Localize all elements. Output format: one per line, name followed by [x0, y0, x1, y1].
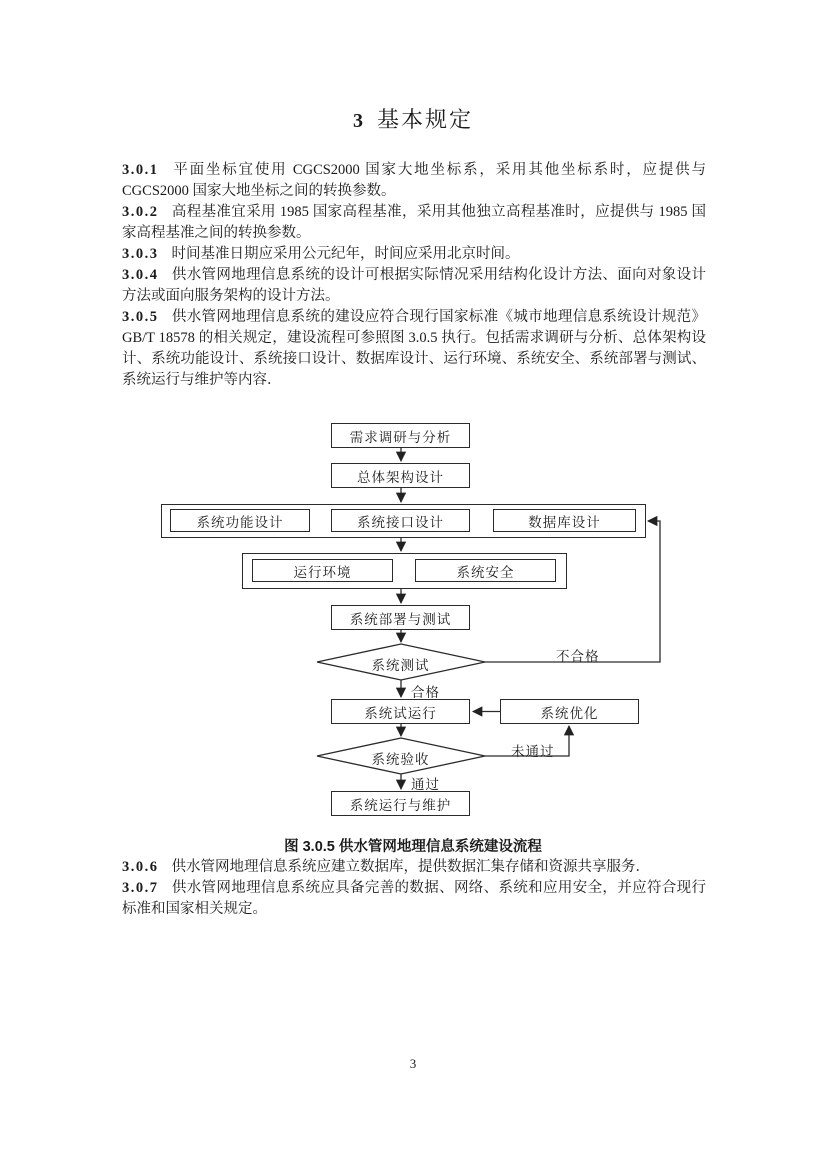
- figure-caption: 图 3.0.5 供水管网地理信息系统建设流程: [284, 839, 542, 855]
- clause-number: 3.0.3: [122, 246, 159, 262]
- clause-3-0-3: [122, 244, 706, 265]
- chapter-name: 基本规定: [376, 107, 473, 132]
- flow-node-system-security: 系统安全: [415, 559, 556, 582]
- clauses-upper: [122, 160, 706, 391]
- edge-label-not-passed: 未通过: [511, 744, 555, 759]
- clause-3-0-7: [122, 878, 706, 920]
- clause-3-0-4: [122, 265, 706, 307]
- clause-number: 3.0.5: [122, 309, 159, 325]
- clause-text: 时间基准日期应采用公元纪年，时间应采用北京时间。: [171, 246, 520, 262]
- page-number: 3: [409, 1056, 417, 1071]
- clause-3-0-2: [122, 202, 706, 244]
- clause-number: 3.0.6: [122, 859, 159, 875]
- flow-node-trial-run: 系统试运行: [331, 699, 470, 724]
- clauses-lower: [122, 857, 706, 920]
- clause-3-0-5: [122, 307, 706, 391]
- clause-number: 3.0.1: [122, 162, 159, 178]
- clause-3-0-1: [122, 160, 706, 202]
- flow-node-interface-design: 系统接口设计: [331, 509, 470, 532]
- flow-node-database-design: 数据库设计: [493, 509, 636, 532]
- decision-label-system-test: 系统测试: [371, 658, 430, 673]
- clause-text: 高程基准宜采用 1985 国家高程基准，采用其他独立高程基准时，应提供与 1985 国家高程基准之间的转换参数。: [122, 204, 706, 241]
- flow-node-requirements: 需求调研与分析: [331, 423, 470, 448]
- clause-text: 供水管网地理信息系统的设计可根据实际情况采用结构化设计方法、面向对象设计方法或面向服务架构的设计方法。: [122, 267, 706, 304]
- flowchart-figure: [0, 415, 826, 833]
- edge-label-fail: 不合格: [556, 649, 600, 664]
- flow-node-architecture: 总体架构设计: [331, 463, 470, 488]
- clause-3-0-6: [122, 857, 706, 878]
- chapter-number: 3: [352, 110, 363, 132]
- chapter-title: [0, 103, 826, 134]
- arrow-fail-feedback: [485, 521, 660, 662]
- clause-text: 供水管网地理信息系统应建立数据库，提供数据汇集存储和资源共享服务．: [171, 859, 650, 875]
- edge-label-passed: 通过: [411, 777, 440, 792]
- clause-text: 平面坐标宜使用 CGCS2000 国家大地坐标系，采用其他坐标系时，应提供与 CGCS2000 国家大地坐标之间的转换参数。: [122, 162, 706, 199]
- flow-node-function-design: 系统功能设计: [170, 509, 310, 532]
- edge-label-pass-test: 合格: [411, 685, 440, 700]
- clause-number: 3.0.7: [122, 880, 159, 896]
- clause-text: 供水管网地理信息系统应具备完善的数据、网络、系统和应用安全，并应符合现行标准和国家相关规定。: [122, 880, 706, 917]
- clause-number: 3.0.4: [122, 267, 159, 283]
- clause-number: 3.0.2: [122, 204, 159, 220]
- decision-label-acceptance: 系统验收: [371, 752, 430, 767]
- clause-text: 供水管网地理信息系统的建设应符合现行国家标准《城市地理信息系统设计规范》GB/T 18578 的相关规定，建设流程可参照图 3.0.5 执行。包括需求调研与分析、总体架构设计、系统功能设计、系统接口设计、数据库设计、运行环境、系统安全、系统部署与测试、系统运行与维护等内容．: [122, 309, 706, 388]
- flow-node-deploy-test: 系统部署与测试: [331, 605, 470, 630]
- flow-node-operation-maintenance: 系统运行与维护: [331, 791, 470, 816]
- flow-node-runtime-env: 运行环境: [252, 559, 393, 582]
- flow-node-optimization: 系统优化: [500, 699, 639, 724]
